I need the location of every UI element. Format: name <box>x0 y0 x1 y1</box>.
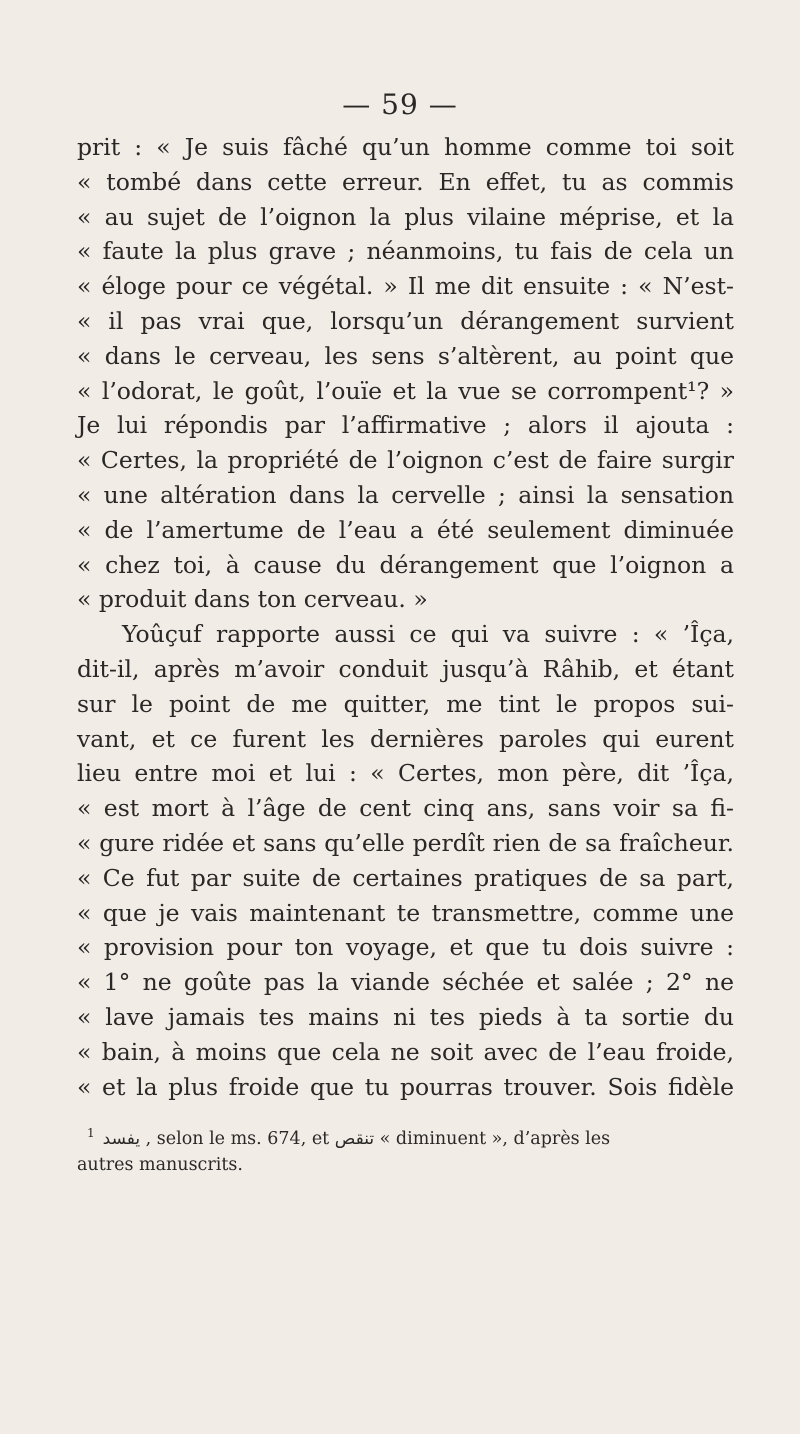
text-line: « 1° ne goûte pas la viande séchée et salée ; 2° ne <box>77 968 734 997</box>
text-line: prit : « Je suis fâché qu’un homme comme toi soit <box>77 133 734 161</box>
text-line: « provision pour ton voyage, et que tu dois suivre : <box>77 933 734 962</box>
footnote-marker: 1 <box>87 1126 95 1140</box>
text-line: « Ce fut par suite de certaines pratiques de sa part, <box>77 863 734 892</box>
text-line: « il pas vrai que, lorsqu’un dérangement survient <box>77 306 734 335</box>
text-line: Je lui répondis par l’affirmative ; alors il ajouta : <box>77 411 734 440</box>
text-line: « gure ridée et sans qu’elle perdît rien de sa fraîcheur. <box>77 828 734 857</box>
text-line: « tombé dans cette erreur. En effet, tu as commis <box>77 167 734 196</box>
text-line: « dans le cerveau, les sens s’altèrent, au point que <box>77 341 734 370</box>
body-text <box>77 130 734 1104</box>
text-line: « éloge pour ce végétal. » Il me dit ensuite : « N’est- <box>77 272 734 301</box>
text-line: « bain, à moins que cela ne soit avec de l’eau froide, <box>77 1037 734 1066</box>
footnote-text: , selon le ms. 674, et <box>145 1128 330 1149</box>
footnote-line <box>77 1120 767 1152</box>
text-line: Yoûçuf rapporte aussi ce qui va suivre : « ’Îça, <box>122 620 734 649</box>
text-line: « chez toi, à cause du dérangement que l’oignon a <box>77 550 734 579</box>
text-line: « une altération dans la cervelle ; ainsi la sensation <box>77 480 734 509</box>
text-line: « et la plus froide que tu pourras trouver. Sois fidèle <box>77 1072 734 1101</box>
text-line: dit-il, après m’avoir conduit jusqu’à Râhib, et étant <box>77 654 734 683</box>
arabic-word: تنقص <box>334 1128 375 1149</box>
footnote-line: autres manuscrits. <box>77 1154 243 1175</box>
text-line: « de l’amertume de l’eau a été seulement diminuée <box>77 515 734 544</box>
text-line: vant, et ce furent les dernières paroles qui eurent <box>77 724 734 753</box>
text-line: « lave jamais tes mains ni tes pieds à ta sortie du <box>77 1002 734 1031</box>
footnote <box>77 1120 767 1178</box>
text-line: sur le point de me quitter, me tint le propos sui- <box>77 689 734 718</box>
footnote-text: « diminuent », d’après les <box>379 1128 611 1149</box>
text-line: « l’odorat, le goût, l’ouïe et la vue se corrompent¹? » <box>77 376 734 405</box>
text-line: « au sujet de l’oignon la plus vilaine méprise, et la <box>77 202 734 231</box>
text-line: lieu entre moi et lui : « Certes, mon père, dit ’Îça, <box>77 759 734 788</box>
text-line: « faute la plus grave ; néanmoins, tu fais de cela un <box>77 237 734 266</box>
arabic-word: يفسد <box>102 1128 141 1149</box>
text-line: « est mort à l’âge de cent cinq ans, sans voir sa fi- <box>77 794 734 823</box>
text-line: « que je vais maintenant te transmettre, comme une <box>77 898 734 927</box>
text-line: « Certes, la propriété de l’oignon c’est de faire surgir <box>77 446 734 475</box>
text-line: « produit dans ton cerveau. » <box>77 585 428 614</box>
page-number: — 59 — <box>342 88 458 121</box>
